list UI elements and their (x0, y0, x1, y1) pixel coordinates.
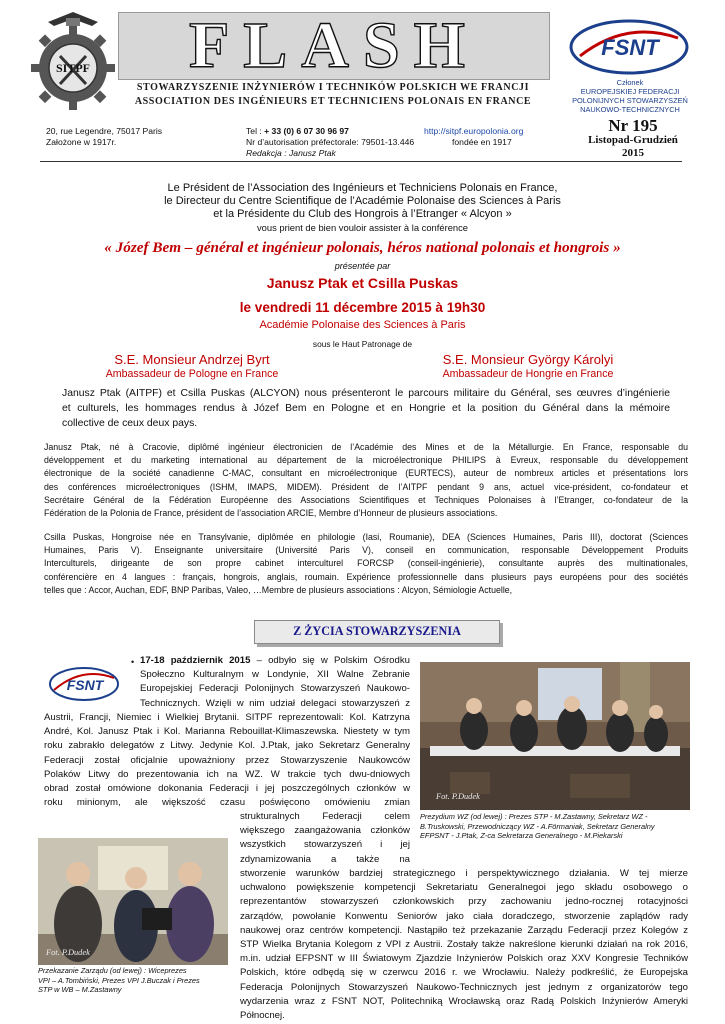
text-line: większego zaangażowania członków (240, 825, 410, 837)
invitation-line: Le Président de l’Association des Ingénieurs et Techniciens Polonais en France, (167, 182, 558, 194)
caption-line: STP w WB – M.Zastawny (38, 985, 122, 995)
street-address: 20, rue Legendre, 75017 Paris (46, 126, 163, 136)
text-line: wydarzenia wraz z FSNT NOT, Politechniką Wrocławską oraz Radą Polskich Inżynierów Ameryki (240, 995, 688, 1007)
association-name-fr: ASSOCIATION DES INGÉNIEURS ET TECHNICIENS POLONAIS EN FRANCE (134, 96, 532, 107)
text-line: Polskich, które odbędą się w czerwcu 2016 r. we Wrocławiu. Należy podkreślić, że Europejska (240, 967, 688, 979)
text-line: Federacji został oficjalnie upoważniony przez Stowarzyszenie Naukowców (44, 754, 410, 766)
article-bottom-column (240, 867, 688, 1023)
text-line: Społeczno Kulturalnym w Londynie, XII Walne Zebranie (140, 669, 410, 681)
text-line: Europejskiej Federacji Polonijnych Stowarzyszeń Naukowo- (140, 683, 410, 695)
text-line (140, 654, 410, 668)
text-line: développement et du marketing international au département de la microélectronique PHILIPS à Evreux, responsable du développement (44, 455, 688, 466)
text-fragment: – odbyło się w Polskim Ośrodku (250, 655, 410, 666)
caption-line: VPI – A.Tombiński, Prezes VPI J.Buczak i Prezes (38, 975, 200, 985)
text-line: Polaków Litwy do prezentowania ich na WZ. W trakcie tych dwu-dniowych (44, 768, 410, 780)
ambassador-poland-role: Ambassadeur de Pologne en France (105, 368, 279, 380)
conference-date: le vendredi 11 décembre 2015 à 19h30 (239, 300, 486, 315)
caption-line: B.Truskowski, Przewodniczący WZ - A.Förmaniak, Sekretarz Generalny (420, 821, 655, 831)
tel-number[interactable]: + 33 (0) 6 07 30 96 97 (264, 126, 349, 136)
text-line: zarządów, powołanie Konwentu Seniorów jako ciała doradczego, stworzenie zaplądów rady (240, 910, 688, 922)
founded-fr: fondée en 1917 (452, 137, 512, 147)
handover-photo-image (38, 838, 228, 965)
text-line: STP Wielka Brytania Kolegom z VPI z Austrii. Zostały także nakreślone kierunki działań na rok 2016, (240, 939, 688, 951)
bio-csilla-puskas (44, 531, 688, 597)
website-link[interactable]: http://sitpf.europolonia.org (424, 126, 524, 136)
article-date: 17-18 październik 2015 (140, 655, 251, 666)
telephone (246, 126, 349, 137)
section-heading-box (254, 620, 500, 644)
article-top-column (140, 654, 410, 711)
sitpf-logo-text: SITPF (55, 61, 91, 75)
photo-credit: Fot. P.Dudek (46, 948, 90, 957)
ambassador-hungary-name: S.E. Monsieur György Károlyi (442, 352, 614, 367)
text-line: Csilla Puskas, Hongroise née en Transylvanie, diplômée en philologie (Iasi, Roumanie), DEA (Sciences Humaines, Paris III), doctorat (Sciences (44, 532, 688, 542)
text-line: roku zabrakło delegatów z Litwy. Jedynie Kol. J.Ptak, jako Sekretarz Generalny (44, 740, 410, 752)
presidium-photo-image (420, 662, 690, 810)
text-line: stworzenie warunków bardziej strategicznego i perspektywicznego działania. W tej mierze (240, 868, 688, 879)
prefecture-authorization: Nr d’autorisation préfectorale: 79501-13.446 (246, 137, 415, 147)
member-note-line: Członek (616, 78, 644, 87)
caption-line: EFPSNT - J.Ptak, Z-ca Sekretarza Generalnego - M.Piekarski (420, 831, 623, 841)
text-line: obrad został omówione dokonania Federacji i jej poszczególnych członków w (44, 783, 410, 795)
fsnt-logo-small (46, 664, 122, 704)
fsnt-logo-text: FSNT (601, 35, 659, 60)
newsletter-title: FLASH (188, 9, 480, 82)
text-line: Janusz Ptak (AITPF) et Csilla Puskas (ALCYON) nous présenteront le parcours militaire du Général, ses œuvres d’ingénierie (62, 388, 670, 399)
text-line: Janusz Ptak, né à Cracovie, diplômé ingénieur électronicien de l’Académie des Mines et de la Métallurgie. En France, responsable du (44, 442, 688, 452)
conference-venue: Académie Polonaise des Sciences à Paris (259, 319, 466, 331)
article-narrow-column (240, 810, 410, 867)
flash-banner (118, 9, 550, 82)
text-line: des conférences microélectroniques (ISHM, IMAPS, MIDEM). Président de l’AITPF pendant 9 ans, actuel vice-président, co-fondateur et (44, 481, 688, 492)
header-divider (40, 161, 682, 162)
handover-photo (38, 838, 228, 965)
text-line: Północnej. (240, 1010, 285, 1022)
text-line: collective de ceux deux pays. (62, 418, 198, 430)
text-line: et culturels, les hommages rendus à Józef Bem en Pologne et en Hongrie et la position du Général dans la mémoire (62, 403, 670, 415)
photo-credit: Fot. P.Dudek (436, 792, 480, 801)
text-line: Federacja Polonijnych Stowarzyszeń Naukowo-Technicznych jest jednym z organizatorów tego (240, 981, 688, 993)
intro-paragraph (62, 386, 670, 432)
text-line: Austrii, Francji, Niemiec i Wielkiej Brytanii. SITPF reprezentowali: Kol. Katrzyna (44, 712, 410, 723)
member-note-line: NAUKOWO-TECHNICZNYCH (580, 105, 680, 114)
ambassador-poland-name: S.E. Monsieur Andrzej Byrt (114, 352, 270, 367)
article-left-column (44, 711, 410, 810)
text-line: telles que : Accor, Auchan, EDF, BNP Paribas, Valeo, …Membre de plusieurs associations : Alcyon, Sémiologie Actuelle, (44, 584, 513, 595)
text-line: Fédération de la Polonia de France, président de l’association ARCIE, Membre d’Honneur de plusieurs associations. (44, 508, 498, 519)
text-line: André, Kol. Janusz Ptak i Kol. Marianna Rebouillat-Klimaszewska. Niestety w tym (44, 726, 410, 738)
caption-line: Przekazanie Zarządu (od lewej) : Wiceprezes (38, 966, 187, 975)
issue-months: Listopad-Grudzień (588, 134, 678, 146)
text-line: Technicznych. Wzięli w nim udział delegaci stowarzyszeń z (140, 697, 410, 709)
text-line: m.in. udział EFPSNT w III Światowym Zjazdzie Inżynierów Polskich oraz XXV Kongresie Techników (240, 953, 688, 965)
text-line: Interculturels, dirigeante de son propre cabinet interculturel FORCSP (conseil-ingénierie), consultante auprès des multinationales, (44, 558, 688, 569)
text-line: conférencière en 4 langues : français, hongrois, anglais, roumain. Expérience professionnelle dans plusieurs pays européens pour des sociétés (44, 571, 688, 582)
fsnt-logo (566, 16, 692, 78)
invitation-line: le Directeur du Centre Scientifique de l’Académie Polonaise des Sciences à Paris (164, 195, 561, 207)
presidium-photo (420, 662, 690, 810)
issue-number: Nr 195 (608, 116, 658, 135)
text-line: naukowej oraz centrów kompetencji. Nastąpiło też przekazanie Zarządu Federacji przez Kolegów z (240, 924, 688, 936)
text-line: zdynamizowania a także na (240, 853, 410, 865)
ambassador-hungary-role: Ambassadeur de Hongrie en France (442, 368, 614, 380)
text-line: uchwalono powiększenie kompetencji Sekretariatu Generalnegoi jego składu osobowego o (240, 882, 688, 894)
issue-year: 2015 (622, 147, 644, 159)
bullet-icon: • (131, 657, 135, 667)
text-line: strukturalnych Federacji celem (240, 811, 410, 822)
patronage-note: sous le Haut Patronage de (312, 339, 413, 349)
fsnt-logo-small-text: FSNT (66, 677, 104, 693)
handover-caption (38, 966, 228, 995)
member-note-line: EUROPEJSKIEJ FEDERACJI (580, 87, 680, 96)
bio-janusz-ptak (44, 441, 688, 520)
invitation-line: et la Présidente du Club des Hongrois à l’Etranger « Alcyon » (213, 208, 512, 220)
text-line: roku minionym, ale większość czasu poświęcono omówieniu zmian (44, 797, 410, 809)
text-line: reprezentantów stowarzyszeń członkowskich przy zachowaniu jedno-rocznej rotacyjności (240, 896, 688, 908)
member-note (556, 78, 704, 114)
text-line: électronique de la société canadienne C-MAC, consultant en microélectronique (EURTECS), auteur de nombreux articles et présentations lors (44, 468, 688, 479)
sitpf-gear-logo (30, 12, 116, 112)
text-line: Secrétaire Général de la Fédération Européenne des Associations Scientifiques et Techniques Polonaises à l’Etranger, co-fondateur de la (44, 494, 688, 505)
member-note-line: POLONIJNYCH STOWARZYSZEŃ (572, 96, 688, 105)
issue-date (570, 134, 696, 160)
editor-credit: Redakcja : Janusz Ptak (246, 148, 336, 158)
association-name-pl: STOWARZYSZENIE INŻYNIERÓW I TECHNIKÓW POLSKICH WE FRANCJI (136, 82, 530, 93)
text-line: wszystkich stowarzyszeń i jej (240, 839, 410, 851)
founded-pl: Założone w 1917r. (46, 137, 117, 147)
presented-by: présentée par (334, 261, 391, 271)
speakers: Janusz Ptak et Csilla Puskas (266, 275, 459, 291)
text-line: Humaines, Paris V). Enseignante universitaire (Université Paris V), conseil en communication, responsable Développement Produits (44, 545, 688, 556)
invitation-line: vous prient de bien vouloir assister à la conférence (256, 222, 469, 233)
caption-line: Prezydium WZ (od lewej) : Prezes STP - M.Zastawny, Sekretarz WZ - (420, 812, 648, 821)
presidium-caption (420, 812, 690, 841)
conference-title: « Józef Bem – général et ingénieur polonais, héros national polonais et hongrois » (104, 239, 621, 256)
tel-label: Tel : (246, 126, 265, 136)
section-heading: Z ŻYCIA STOWARZYSZENIA (293, 624, 461, 638)
